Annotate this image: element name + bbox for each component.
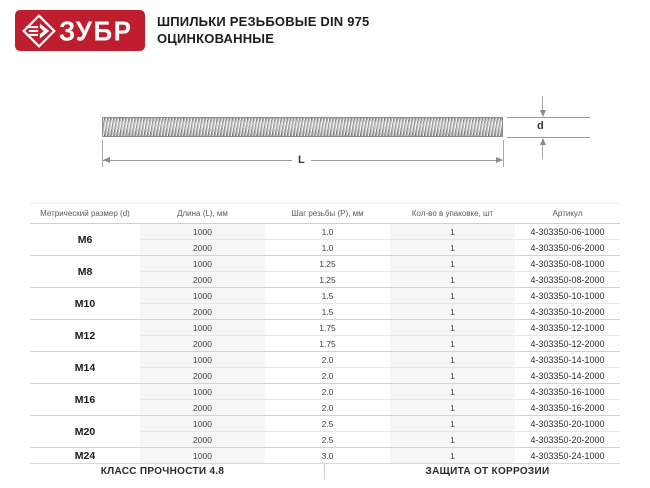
length-cell: 1000 bbox=[140, 416, 265, 432]
length-cell: 1000 bbox=[140, 256, 265, 272]
pitch-cell: 2.0 bbox=[265, 368, 390, 384]
pitch-cell: 1.0 bbox=[265, 240, 390, 256]
table-row bbox=[30, 320, 620, 336]
length-cell: 2000 bbox=[140, 432, 265, 448]
qty-cell: 1 bbox=[390, 400, 515, 416]
qty-cell: 1 bbox=[390, 240, 515, 256]
title-line-1: ШПИЛЬКИ РЕЗЬБОВЫЕ DIN 975 bbox=[157, 14, 370, 29]
qty-cell: 1 bbox=[390, 304, 515, 320]
length-cell: 1000 bbox=[140, 384, 265, 400]
article-cell: 4-303350-10-2000 bbox=[515, 304, 620, 320]
article-cell: 4-303350-12-2000 bbox=[515, 336, 620, 352]
article-cell: 4-303350-20-2000 bbox=[515, 432, 620, 448]
qty-cell: 1 bbox=[390, 416, 515, 432]
size-cell: М6 bbox=[30, 224, 140, 256]
table-row bbox=[30, 224, 620, 240]
col-header-3: Кол-во в упаковке, шт bbox=[390, 204, 515, 224]
brand-name: ЗУБР bbox=[59, 14, 133, 47]
pitch-cell: 3.0 bbox=[265, 448, 390, 464]
qty-cell: 1 bbox=[390, 352, 515, 368]
size-cell: М16 bbox=[30, 384, 140, 416]
qty-cell: 1 bbox=[390, 384, 515, 400]
article-cell: 4-303350-14-1000 bbox=[515, 352, 620, 368]
length-cell: 1000 bbox=[140, 448, 265, 464]
length-label: L bbox=[292, 154, 311, 167]
diameter-label: d bbox=[537, 120, 544, 132]
article-cell: 4-303350-12-1000 bbox=[515, 320, 620, 336]
size-cell: М14 bbox=[30, 352, 140, 384]
corrosion-protection-label: ЗАЩИТА ОТ КОРРОЗИИ bbox=[425, 465, 550, 477]
pitch-cell: 2.0 bbox=[265, 384, 390, 400]
length-cell: 1000 bbox=[140, 352, 265, 368]
table-row bbox=[30, 416, 620, 432]
diameter-arrow-stem-bottom bbox=[542, 143, 543, 159]
qty-cell: 1 bbox=[390, 336, 515, 352]
page-title bbox=[157, 13, 369, 47]
length-cell: 2000 bbox=[140, 304, 265, 320]
qty-cell: 1 bbox=[390, 224, 515, 240]
pitch-cell: 1.75 bbox=[265, 320, 390, 336]
footer-divider bbox=[324, 463, 325, 479]
size-cell: М12 bbox=[30, 320, 140, 352]
title-line-2: ОЦИНКОВАННЫЕ bbox=[157, 31, 275, 46]
witness-line-right bbox=[503, 140, 504, 167]
features-footer bbox=[0, 461, 650, 481]
table-row bbox=[30, 352, 620, 368]
length-cell: 1000 bbox=[140, 224, 265, 240]
strength-class-label: КЛАСС ПРОЧНОСТИ 4.8 bbox=[100, 465, 225, 477]
pitch-cell: 2.0 bbox=[265, 352, 390, 368]
pitch-cell: 1.25 bbox=[265, 256, 390, 272]
pitch-cell: 1.5 bbox=[265, 288, 390, 304]
length-cell: 2000 bbox=[140, 400, 265, 416]
qty-cell: 1 bbox=[390, 368, 515, 384]
pitch-cell: 1.25 bbox=[265, 272, 390, 288]
length-arrow-left bbox=[103, 157, 110, 163]
diameter-line-bottom bbox=[507, 137, 590, 138]
article-cell: 4-303350-16-1000 bbox=[515, 384, 620, 400]
length-cell: 2000 bbox=[140, 272, 265, 288]
diameter-line-top bbox=[507, 117, 590, 118]
qty-cell: 1 bbox=[390, 320, 515, 336]
col-header-1: Длина (L), мм bbox=[140, 204, 265, 224]
col-header-0: Метрический размер (d) bbox=[30, 204, 140, 224]
diameter-arrow-down bbox=[540, 110, 546, 117]
pitch-cell: 2.5 bbox=[265, 432, 390, 448]
qty-cell: 1 bbox=[390, 272, 515, 288]
pitch-cell: 2.5 bbox=[265, 416, 390, 432]
article-cell: 4-303350-08-1000 bbox=[515, 256, 620, 272]
size-cell: М10 bbox=[30, 288, 140, 320]
article-cell: 4-303350-08-2000 bbox=[515, 272, 620, 288]
article-cell: 4-303350-24-1000 bbox=[515, 448, 620, 464]
spec-table bbox=[30, 203, 620, 464]
size-cell: М24 bbox=[30, 448, 140, 464]
article-cell: 4-303350-06-2000 bbox=[515, 240, 620, 256]
diameter-arrow-up bbox=[540, 138, 546, 145]
article-cell: 4-303350-14-2000 bbox=[515, 368, 620, 384]
threaded-rod-drawing bbox=[102, 117, 503, 137]
spec-table-body bbox=[30, 224, 620, 464]
pitch-cell: 2.0 bbox=[265, 400, 390, 416]
article-cell: 4-303350-16-2000 bbox=[515, 400, 620, 416]
length-cell: 2000 bbox=[140, 336, 265, 352]
table-row bbox=[30, 288, 620, 304]
zubr-arrow-icon bbox=[22, 14, 56, 48]
table-row bbox=[30, 384, 620, 400]
length-cell: 1000 bbox=[140, 288, 265, 304]
pitch-cell: 1.75 bbox=[265, 336, 390, 352]
length-cell: 2000 bbox=[140, 240, 265, 256]
qty-cell: 1 bbox=[390, 432, 515, 448]
article-cell: 4-303350-20-1000 bbox=[515, 416, 620, 432]
table-row bbox=[30, 256, 620, 272]
header-row bbox=[30, 204, 620, 224]
col-header-2: Шаг резьбы (P), мм bbox=[265, 204, 390, 224]
length-cell: 2000 bbox=[140, 368, 265, 384]
zubr-logo bbox=[15, 10, 145, 51]
qty-cell: 1 bbox=[390, 288, 515, 304]
length-arrow-right bbox=[496, 157, 503, 163]
qty-cell: 1 bbox=[390, 256, 515, 272]
pitch-cell: 1.0 bbox=[265, 224, 390, 240]
qty-cell: 1 bbox=[390, 448, 515, 464]
spec-table-header bbox=[30, 204, 620, 224]
col-header-4: Артикул bbox=[515, 204, 620, 224]
size-cell: М8 bbox=[30, 256, 140, 288]
pitch-cell: 1.5 bbox=[265, 304, 390, 320]
length-cell: 1000 bbox=[140, 320, 265, 336]
size-cell: М20 bbox=[30, 416, 140, 448]
article-cell: 4-303350-10-1000 bbox=[515, 288, 620, 304]
article-cell: 4-303350-06-1000 bbox=[515, 224, 620, 240]
